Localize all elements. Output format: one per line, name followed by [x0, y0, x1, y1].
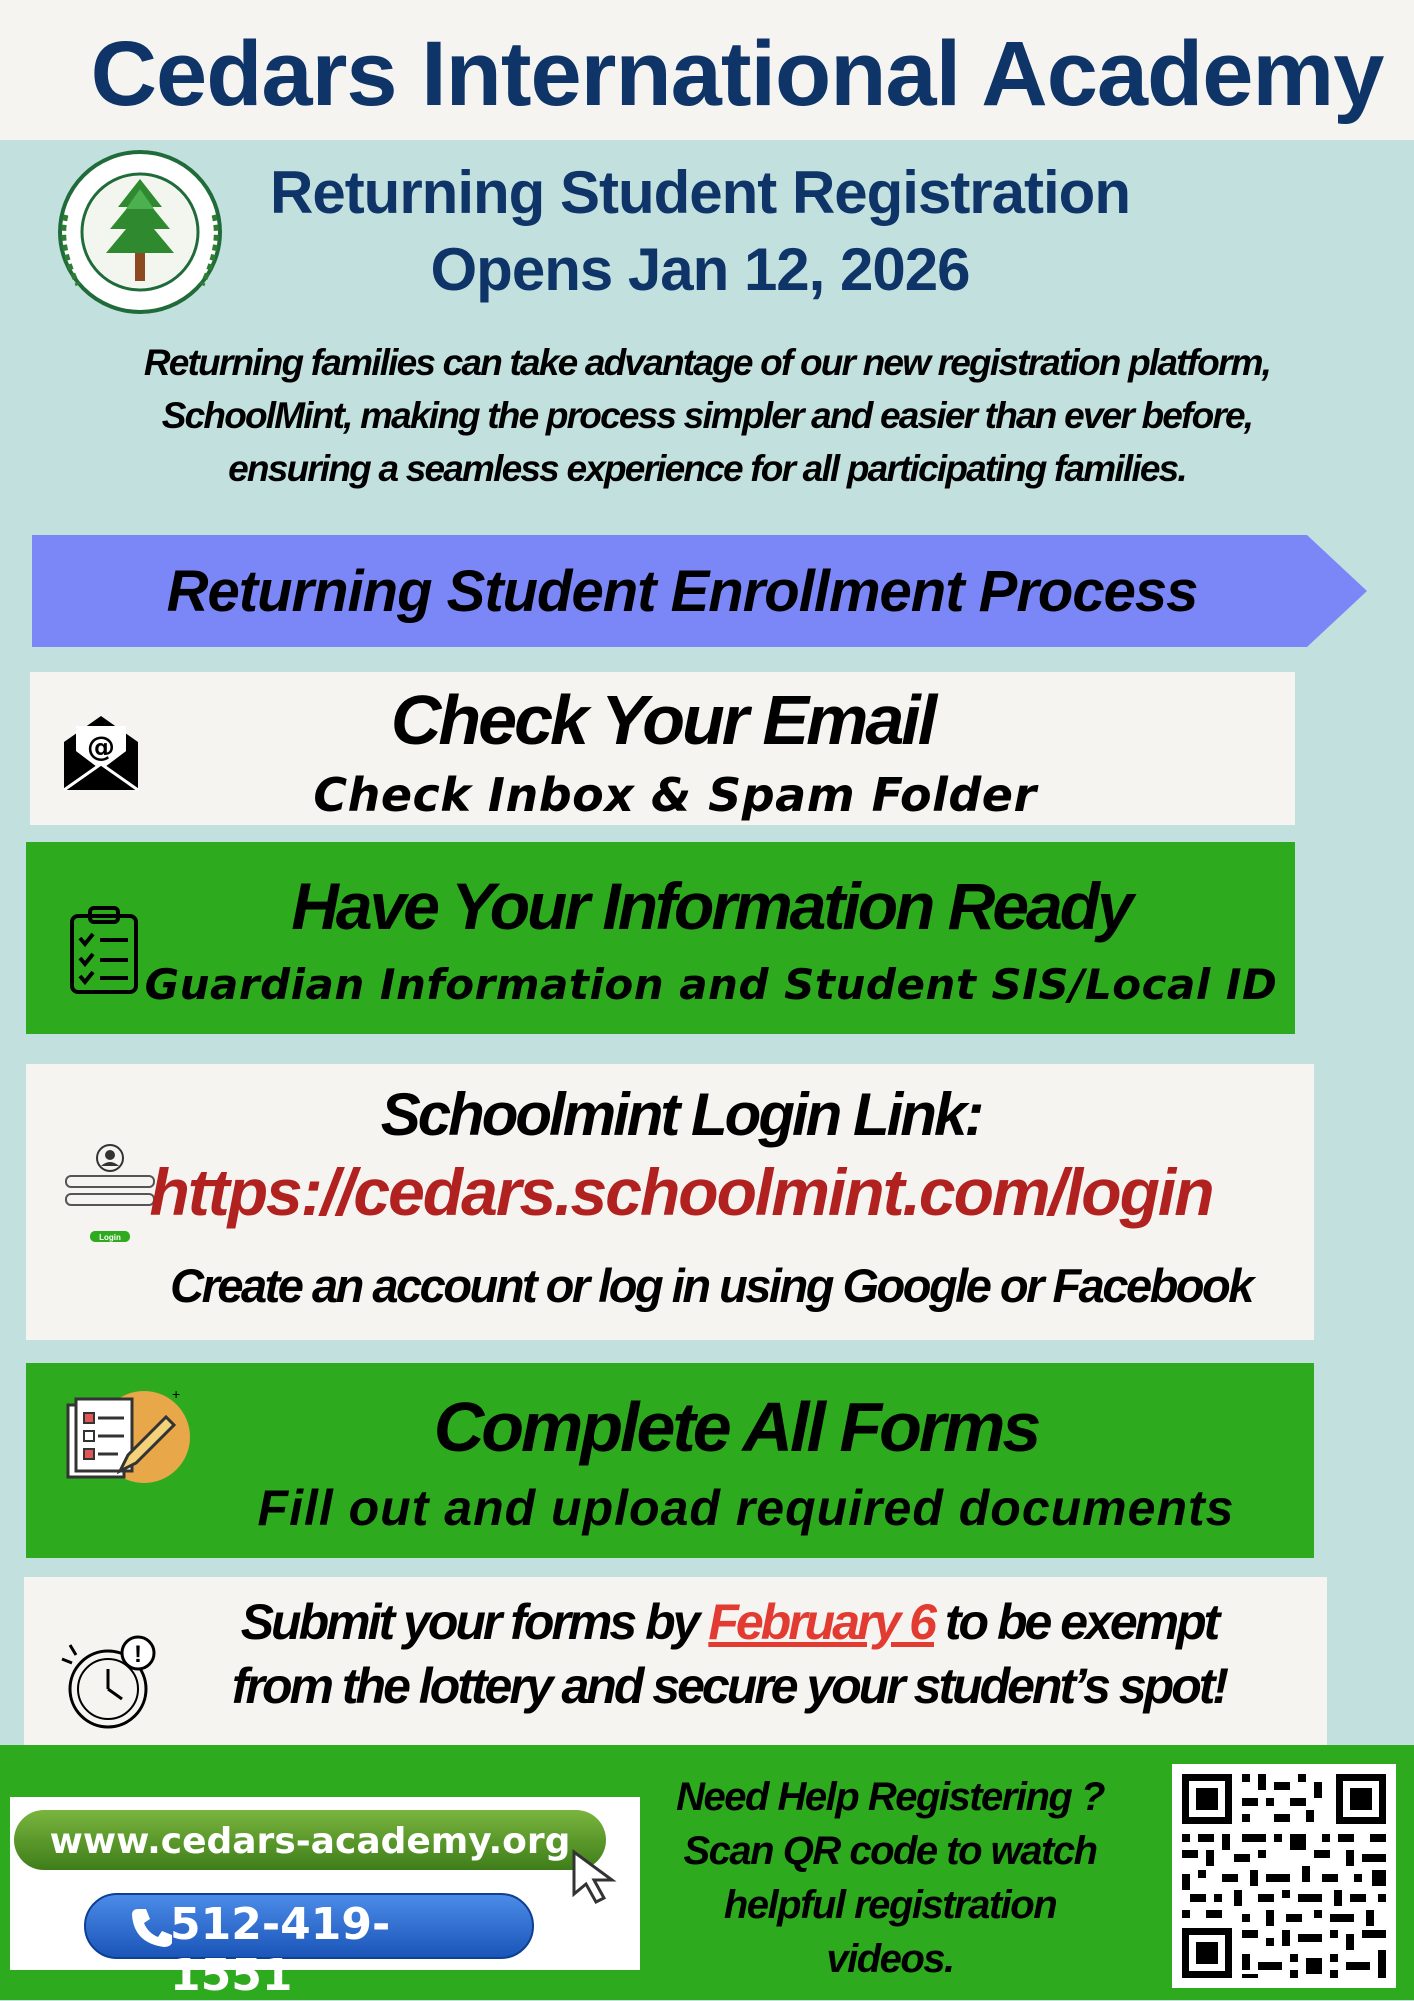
phone-icon: [130, 1905, 174, 1949]
cursor-icon: [570, 1848, 620, 1904]
registration-open-date: Opens Jan 12, 2026: [430, 236, 970, 303]
step-complete-forms: [26, 1363, 1314, 1558]
svg-text:!: !: [134, 1641, 142, 1668]
step-subtitle: Check Inbox & Spam Folder: [313, 768, 1037, 822]
intro-line: Returning families can take advantage of our new registration platform,: [143, 342, 1271, 383]
help-line: videos.: [826, 1937, 954, 1981]
intro-text: [20, 336, 1394, 495]
svg-text:@: @: [87, 730, 115, 763]
step-title: Have Your Information Ready: [291, 869, 1131, 943]
intro-line: ensuring a seamless experience for all participating families.: [228, 448, 1186, 489]
step-check-email: [30, 672, 1295, 825]
registration-heading: Returning Student Registration: [270, 159, 1130, 226]
intro-line: SchoolMint, making the process simpler and easier than ever before,: [161, 395, 1253, 436]
deadline-date: February 6: [708, 1594, 934, 1650]
help-line: Scan QR code to watch: [683, 1829, 1097, 1873]
school-title: Cedars International Academy: [90, 23, 1384, 125]
step-subtitle: Create an account or log in using Google or Facebook: [170, 1259, 1252, 1312]
help-text: [640, 1770, 1140, 1986]
step-information-ready: [26, 842, 1295, 1034]
website-link[interactable]: www.cedars-academy.org: [49, 1821, 571, 1862]
schoolmint-login-link[interactable]: https://cedars.schoolmint.com/login: [149, 1155, 1213, 1229]
help-line: helpful registration: [723, 1883, 1057, 1927]
phone-number[interactable]: 512-419-1551: [170, 1899, 391, 2001]
step-title: Schoolmint Login Link:: [380, 1081, 982, 1148]
process-title: Returning Student Enrollment Process: [166, 559, 1198, 624]
deadline-notice: [24, 1577, 1327, 1745]
qr-code[interactable]: [1172, 1764, 1396, 1988]
help-line: Need Help Registering ?: [676, 1775, 1104, 1819]
clipboard-checklist-icon: [68, 904, 140, 996]
deadline-line: [144, 1593, 1314, 1651]
deadline-text: to be exempt: [934, 1594, 1218, 1650]
step-login-link: [26, 1064, 1314, 1340]
step-title: Complete All Forms: [433, 1388, 1039, 1466]
step-subtitle: Fill out and upload required documents: [257, 1480, 1235, 1536]
login-button-label: Login: [99, 1233, 121, 1242]
step-subtitle: Guardian Information and Student SIS/Local ID: [144, 960, 1278, 1009]
deadline-text: Submit your forms by: [240, 1594, 709, 1650]
svg-text:+: +: [172, 1386, 181, 1402]
step-title: Check Your Email: [390, 681, 935, 759]
deadline-line: from the lottery and secure your student’s spot!: [231, 1658, 1227, 1714]
